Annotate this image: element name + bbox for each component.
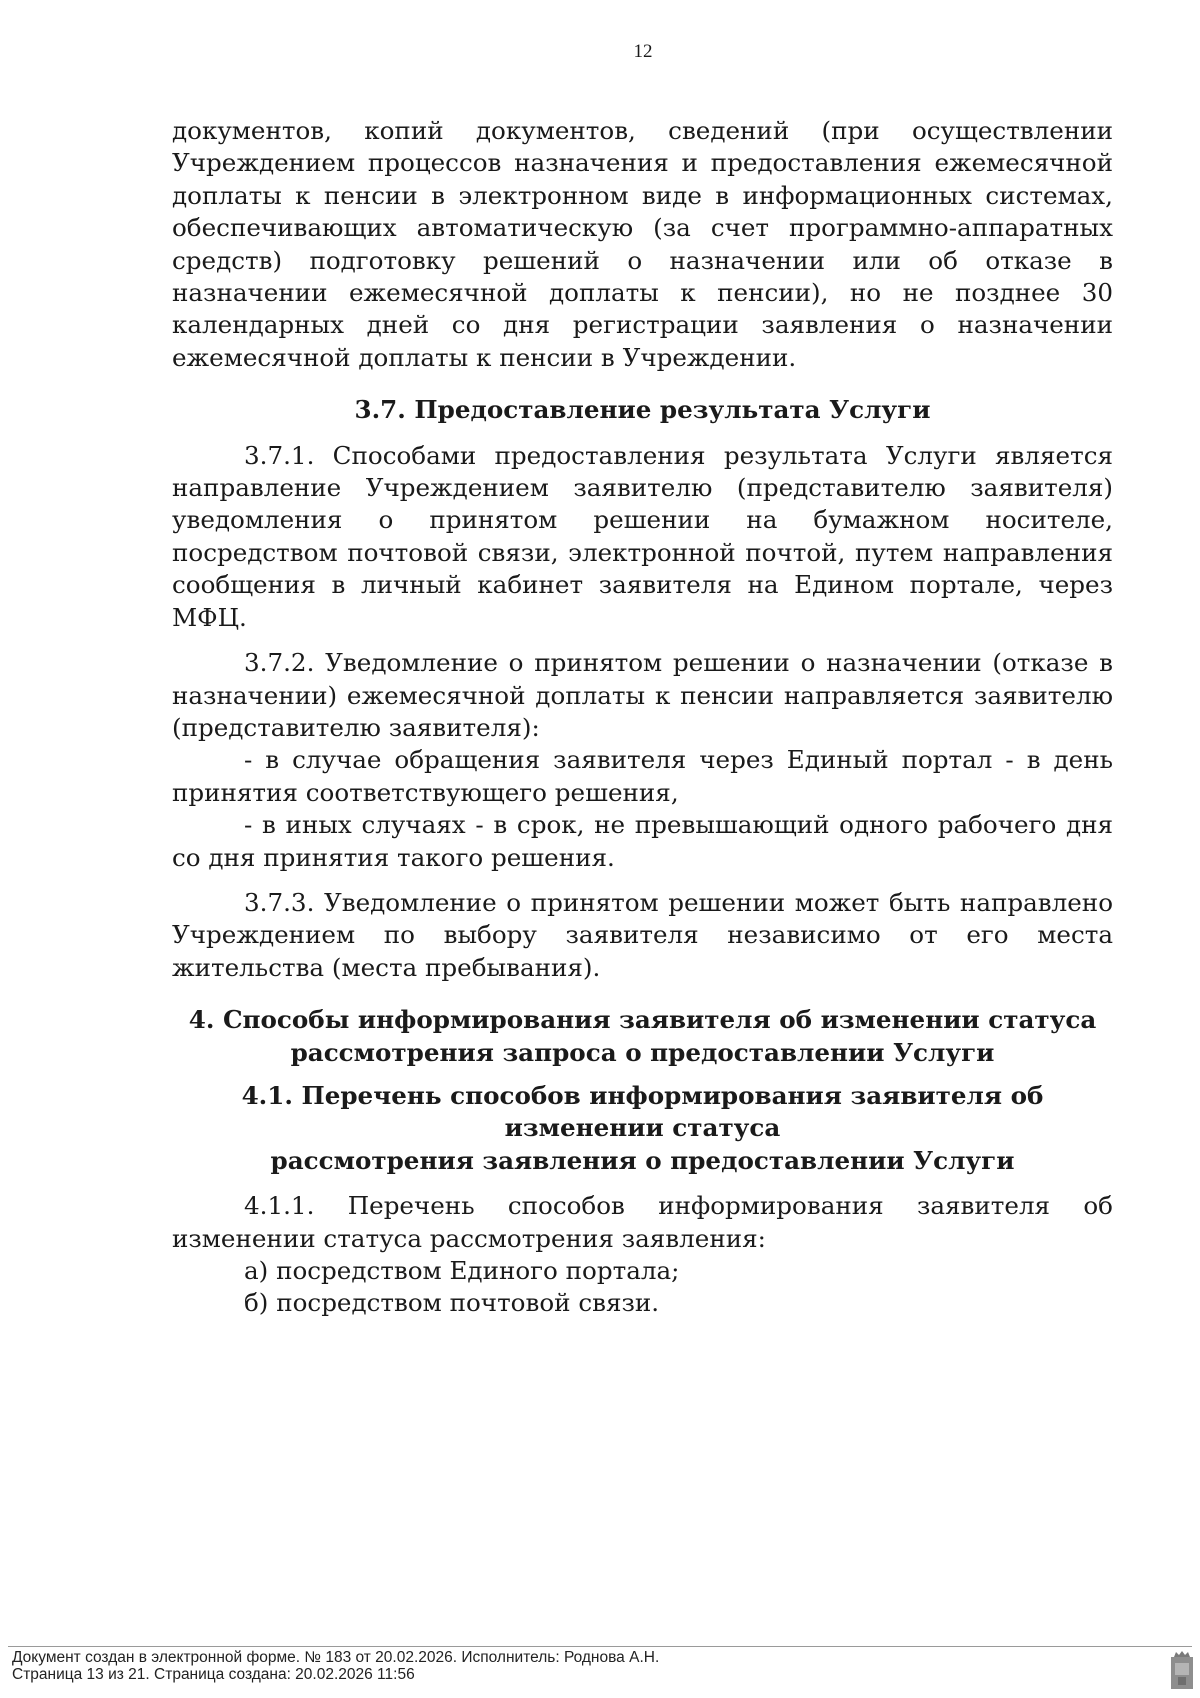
footer-text [12, 1649, 659, 1683]
footer-line-1: Документ создан в электронной форме. № 183 от 20.02.2026. Исполнитель: Роднова А.Н. [12, 1649, 660, 1666]
section-heading-4-1-line2: рассмотрения заявления о предоставлении Услуги [270, 1145, 1015, 1175]
section-heading-4-1-line1: 4.1. Перечень способов информирования заявителя об изменении статуса [241, 1080, 1044, 1143]
footer-divider [8, 1646, 1192, 1647]
section-heading-4 [172, 1004, 1113, 1069]
list-item-4-1-1-b: б) посредством почтовой связи. [244, 1288, 660, 1318]
footer-line-2: Страница 13 из 21. Страница создана: 20.02.2026 11:56 [12, 1666, 415, 1683]
coat-of-arms-icon [1170, 1651, 1194, 1691]
paragraph-3-7-3: 3.7.3. Уведомление о принятом решении может быть направлено Учреждением по выбору заявителя независимо от его места жительства (места пребывания). [172, 887, 1113, 982]
list-item-3-7-2-a: - в случае обращения заявителя через Единый портал - в день принятия соответствующего решения, [172, 745, 1113, 807]
section-heading-4-line2: рассмотрения запроса о предоставлении Услуги [290, 1037, 995, 1067]
document-footer [0, 1639, 1200, 1698]
section-heading-4-1 [172, 1080, 1113, 1177]
paragraph-continuation: документов, копий документов, сведений (при осуществлении Учреждением процессов назначения и предоставления ежемесячной доплаты к пенсии в электронном виде в информационных системах, обеспечивающих автоматическую (за счет программно-аппаратных средств) подготовку решений о назначении или об отказе в назначении ежемесячной доплаты к пенсии), но не позднее 30 календарных дней со дня регистрации заявления о назначении ежемесячной доплаты к пенсии в Учреждении. [172, 116, 1113, 372]
list-item-4-1-1-a: а) посредством Единого портала; [244, 1256, 680, 1285]
paragraph-3-7-2: 3.7.2. Уведомление о принятом решении о назначении (отказе в назначении) ежемесячной доплаты к пенсии направляется заявителю (представителю заявителя): [172, 648, 1113, 742]
section-heading-4-line1: 4. Способы информирования заявителя об изменении статуса [188, 1005, 1097, 1035]
paragraph-3-7-1: 3.7.1. Способами предоставления результата Услуги является направление Учреждением заявителю (представителю заявителя) уведомления о принятом решении на бумажном носителе, посредством почтовой связи, электронной почтой, путем направления сообщения в личный кабинет заявителя на Едином портале, через МФЦ. [172, 440, 1113, 632]
section-heading-3-7: 3.7. Предоставление результата Услуги [354, 395, 931, 425]
page-number: 12 [633, 41, 653, 62]
document-body [172, 115, 1113, 1320]
list-item-3-7-2-b: - в иных случаях - в срок, не превышающий одного рабочего дня со дня принятия такого решения. [172, 810, 1113, 872]
paragraph-4-1-1: 4.1.1. Перечень способов информирования заявителя об изменении статуса рассмотрения заявления: [172, 1191, 1113, 1253]
